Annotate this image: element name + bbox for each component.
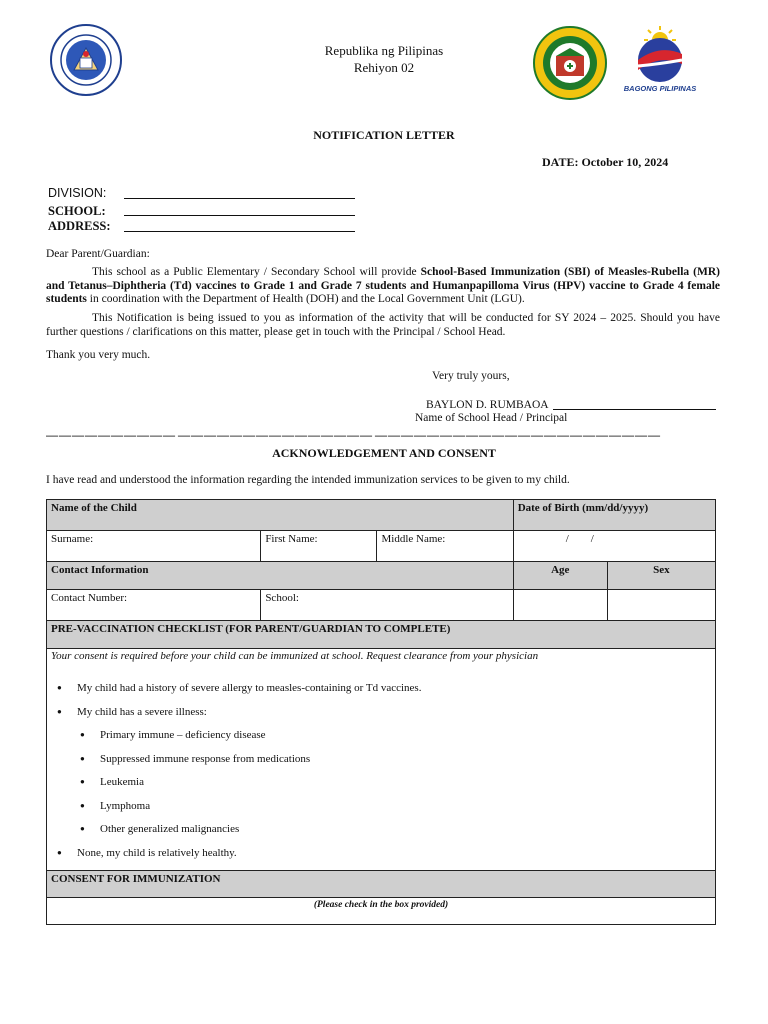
first-name-cell[interactable] xyxy=(261,531,377,562)
ack-title: ACKNOWLEDGEMENT AND CONSENT xyxy=(272,446,496,460)
header-text xyxy=(250,42,518,76)
consent-form-table xyxy=(46,499,716,925)
consent-note xyxy=(47,898,716,925)
name-of-child-header: Name of the Child xyxy=(47,500,514,531)
checklist-item-text: None, my child is relatively healthy. xyxy=(77,846,237,859)
checklist-item-text: Other generalized malignancies xyxy=(100,823,240,835)
bullet-icon: ● xyxy=(80,753,85,763)
checklist-item-text: Leukemia xyxy=(100,776,144,788)
bagong-pilipinas-logo xyxy=(618,24,702,96)
dob-slashes: / / xyxy=(565,533,594,545)
dob-header: Date of Birth (mm/dd/yyyy) xyxy=(513,500,715,531)
school-label: SCHOOL: xyxy=(48,204,106,218)
middle-name-cell[interactable] xyxy=(377,531,513,562)
checklist-item-text: My child had a history of severe allergy to measles-containing or Td vaccines. xyxy=(77,682,422,694)
checklist-item-text: Lymphoma xyxy=(100,799,151,812)
consent-header: CONSENT FOR IMMUNIZATION xyxy=(47,871,716,898)
cut-line: — — — — — — — — — — — — — — — — — — — — — — — — — — — — — — — — — — — — — — — — — — — — — — — xyxy=(46,430,659,440)
bullet-icon: ● xyxy=(80,777,85,786)
checklist-item[interactable] xyxy=(51,727,711,751)
bullet-icon: ● xyxy=(80,824,85,833)
bullet-icon: ● xyxy=(57,706,62,716)
bullet-icon: ● xyxy=(80,730,85,739)
checklist-body xyxy=(47,649,716,871)
checklist-item[interactable] xyxy=(51,845,711,869)
school-cell[interactable] xyxy=(261,590,513,621)
age-cell[interactable] xyxy=(513,590,607,621)
sex-cell[interactable] xyxy=(607,590,715,621)
consent-note-text: (Please check in the box provided) xyxy=(313,900,449,910)
school-line[interactable] xyxy=(124,215,355,216)
division-label: DIVISION: xyxy=(48,186,107,200)
checklist-header: PRE-VACCINATION CHECKLIST (FOR PARENT/GUARDIAN TO COMPLETE) xyxy=(47,621,716,649)
letter-date: DATE: October 10, 2024 xyxy=(542,155,669,169)
deped-seal-logo xyxy=(46,24,126,96)
school-cell-label: School: xyxy=(265,592,299,604)
header-republic: Republika ng Pilipinas xyxy=(324,43,444,58)
signature-line[interactable] xyxy=(553,409,716,410)
document-title: NOTIFICATION LETTER xyxy=(313,128,455,142)
surname-cell[interactable] xyxy=(47,531,261,562)
checklist-item-text: Primary immune – deficiency disease xyxy=(100,729,266,741)
paragraph-2-text: This Notification is being issued to you as information of the activity that will be conducted for SY 2024 – 2025. Should you have further questions / clarifications on this matter, please get in touch with the Principal / School Head. xyxy=(46,312,720,338)
header-region: Rehiyon 02 xyxy=(353,60,415,75)
bullet-icon: ● xyxy=(57,683,62,692)
first-name-label: First Name: xyxy=(265,533,318,545)
contact-number-cell[interactable] xyxy=(47,590,261,621)
checklist-item[interactable] xyxy=(51,821,711,845)
checklist-item-text: My child has a severe illness: xyxy=(77,705,207,718)
contact-info-header: Contact Information xyxy=(47,562,514,590)
paragraph-1-bold: School-Based Immunization (SBI) of Measles-Rubella (MR) and Tetanus–Diphtheria (Td) vaccines to Grade 1 and Grade 7 students and Humanpapilloma Virus (HPV) vaccine to Grade 4 female students xyxy=(46,266,720,305)
sex-header: Sex xyxy=(607,562,715,590)
checklist xyxy=(51,680,711,868)
bagong-pilipinas-text: BAGONG PILIPINAS xyxy=(623,84,697,93)
checklist-item[interactable] xyxy=(51,798,711,822)
surname-label: Surname: xyxy=(51,533,94,545)
address-label: ADDRESS: xyxy=(48,219,111,233)
checklist-item[interactable] xyxy=(51,680,711,704)
signer-title: Name of School Head / Principal xyxy=(415,412,568,424)
thanks-line: Thank you very much. xyxy=(46,349,151,361)
paragraph-1-end: in coordination with the Department of Health (DOH) and the Local Government Unit (LGU). xyxy=(86,293,525,305)
closing-line: Very truly yours, xyxy=(432,370,510,382)
checklist-item[interactable] xyxy=(51,774,711,798)
dob-cell[interactable] xyxy=(513,531,715,562)
ack-statement: I have read and understood the information regarding the intended immunization services to be given to my child. xyxy=(46,474,570,486)
paragraph-1 xyxy=(46,266,720,307)
division-line[interactable] xyxy=(124,198,355,199)
checklist-item[interactable] xyxy=(51,704,711,728)
checklist-note: Your consent is required before your child can be immunized at school. Request clearance from your physician xyxy=(51,650,539,662)
paragraph-2 xyxy=(46,312,720,339)
checklist-item-text: Suppressed immune response from medications xyxy=(100,752,311,765)
salutation: Dear Parent/Guardian: xyxy=(46,248,150,260)
doh-seal-logo xyxy=(532,26,608,100)
bullet-icon: ● xyxy=(57,847,62,857)
middle-name-label: Middle Name: xyxy=(381,533,446,545)
checklist-item[interactable] xyxy=(51,751,711,775)
contact-number-label: Contact Number: xyxy=(51,592,128,604)
signer-name: BAYLON D. RUMBAOA xyxy=(426,399,549,411)
bullet-icon: ● xyxy=(80,800,85,810)
age-header: Age xyxy=(513,562,607,590)
address-line[interactable] xyxy=(124,231,355,232)
paragraph-1-start: This school as a Public Elementary / Secondary School will provide xyxy=(92,266,421,278)
